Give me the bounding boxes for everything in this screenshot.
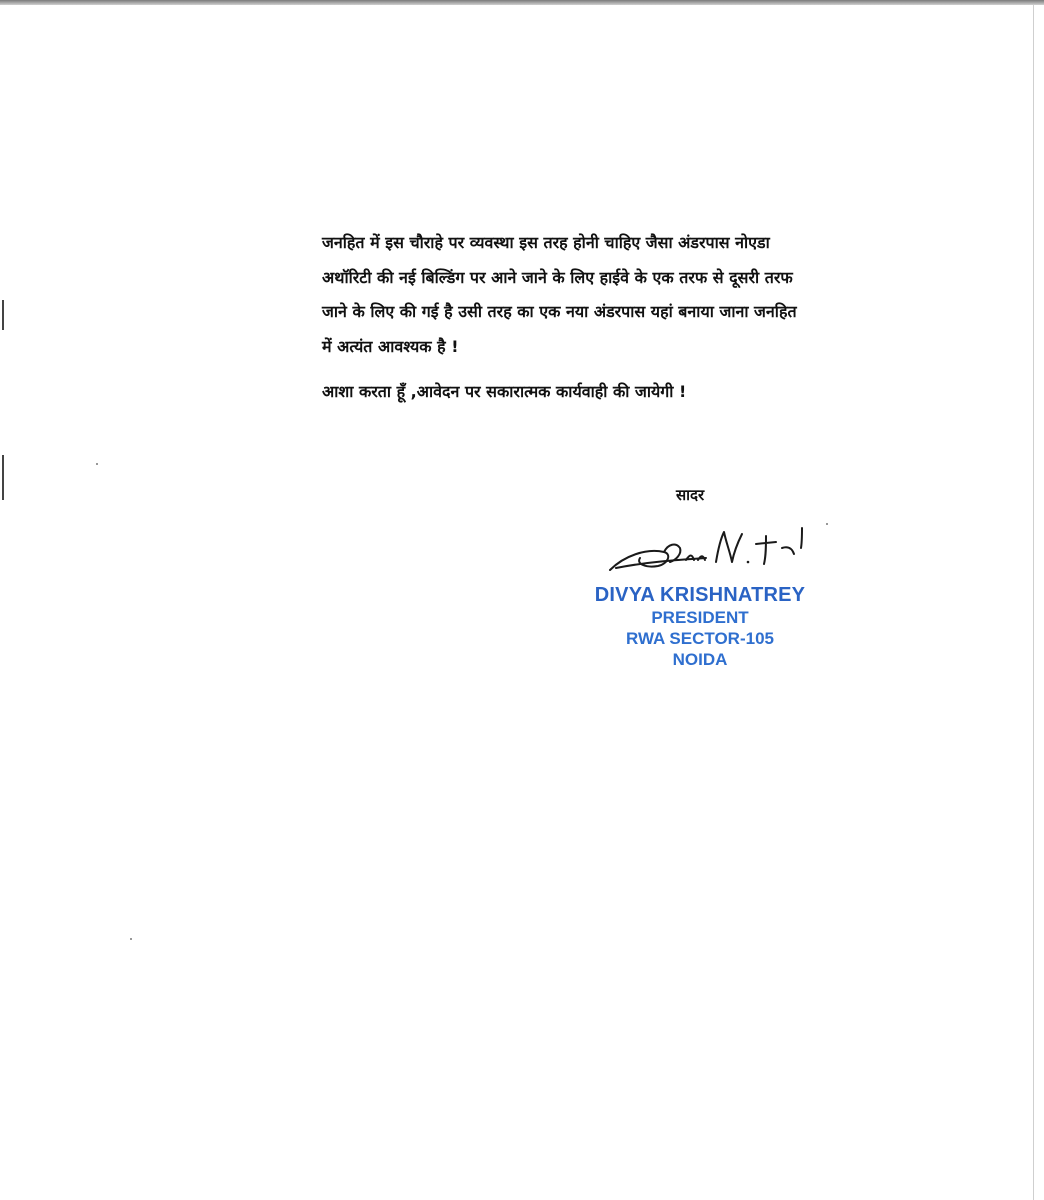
- scan-speck: [130, 938, 132, 940]
- body-line: में अत्यंत आवश्यक है !: [322, 336, 459, 356]
- scan-left-mark: [2, 300, 4, 330]
- signature-icon: [606, 518, 816, 580]
- body-line: जनहित में इस चौराहे पर व्यवस्था इस तरह होनी चाहिए जैसा अंडरपास नोएडा: [322, 233, 770, 252]
- letter-body: [322, 226, 797, 410]
- scan-right-edge: [1033, 5, 1034, 1200]
- scan-speck: [826, 523, 828, 525]
- stamp-organisation: RWA SECTOR-105: [625, 629, 774, 648]
- scan-speck: [96, 463, 98, 465]
- official-stamp: [570, 583, 830, 670]
- stamp-city: NOIDA: [672, 650, 728, 669]
- stamp-name: DIVYA KRISHNATREY: [594, 584, 806, 606]
- body-line: अथॉरिटी की नई बिल्डिंग पर आने जाने के लिए हाईवे के एक तरफ से दूसरी तरफ: [322, 267, 793, 287]
- scan-left-mark: [2, 455, 4, 500]
- salutation: सादर: [676, 486, 705, 504]
- body-line: जाने के लिए की गई है उसी तरह का एक नया अंडरपास यहां बनाया जाना जनहित: [322, 302, 797, 321]
- closing-line: आशा करता हूँ ,आवेदन पर सकारात्मक कार्यवाही की जायेगी !: [322, 382, 687, 401]
- scan-top-border: [0, 0, 1044, 5]
- stamp-designation: PRESIDENT: [651, 608, 749, 627]
